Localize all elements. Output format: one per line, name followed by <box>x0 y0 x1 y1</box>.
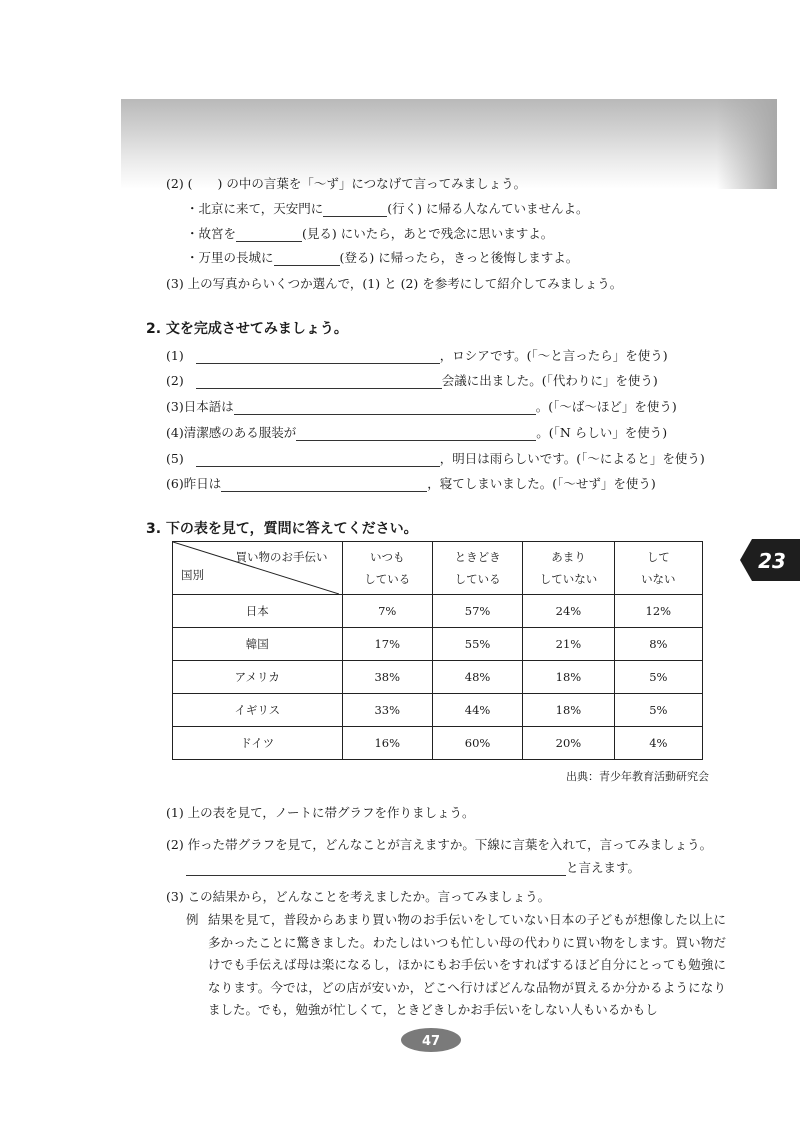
answer-blank[interactable] <box>186 861 566 876</box>
example-text: 結果を見て，普段からあまり買い物のお手伝いをしていない日本の子どもが想像した以上に多かったことに驚きました。わたしはいつも忙しい母の代わりに買い物をします。買い物だけでも手伝えば母は楽になるし，ほかにもお手伝いをすればするほど自分にとっても勉強になります。今では，どの店が安いか，どこへ行けばどんな品物が買えるか分かるようになりました。でも，勉強が忙しくて，ときどきしかお手伝いをしない人もいるかもし <box>208 912 726 1017</box>
item-number: (6) <box>166 476 184 491</box>
value-cell: 48% <box>432 661 522 694</box>
item-lead: 清潔感のある服装が <box>183 425 297 440</box>
value-cell: 44% <box>432 694 522 727</box>
chapter-number: 23 <box>758 549 786 573</box>
column-header: あまり していない <box>523 542 614 595</box>
answer-blank[interactable] <box>234 400 536 415</box>
section3-q2: (2) 作った帯グラフを見て，どんなことが言えますか。下線に言葉を入れて，言ってみましょう。 <box>166 837 713 852</box>
value-cell: 18% <box>523 694 614 727</box>
bullet-1 <box>186 199 589 217</box>
value-cell: 5% <box>614 661 702 694</box>
item-text: ，寝てしまいました。(「〜せず」を使う) <box>427 476 656 491</box>
value-cell: 5% <box>614 694 702 727</box>
section-2-heading: 2. 文を完成させてみましょう。 <box>146 321 348 337</box>
q3-intro: (3) 上の写真からいくつか選んで，(1) と (2) を参考にして紹介してみましょう。 <box>166 276 623 291</box>
value-cell: 38% <box>342 661 432 694</box>
value-cell: 21% <box>523 628 614 661</box>
item-number: (4) <box>166 425 184 440</box>
item-number: (2) <box>166 373 184 388</box>
bullet-2 <box>186 224 553 242</box>
item-lead: 日本語は <box>183 399 234 414</box>
q2-intro: (2) ( ) の中の言葉を「〜ず」につなげて言ってみましょう。 <box>166 176 527 191</box>
column-header: して いない <box>614 542 702 595</box>
item-number: (5) <box>166 451 184 466</box>
country-cell: 韓国 <box>173 628 343 661</box>
answer-blank[interactable] <box>196 374 442 389</box>
corner-top-label: 買い物のお手伝い <box>235 550 328 564</box>
answer-blank[interactable] <box>236 227 302 242</box>
item-number: (1) <box>166 348 184 363</box>
column-header: いつも している <box>342 542 432 595</box>
exercise-item-5 <box>166 449 705 467</box>
exercise-item-1 <box>166 346 668 364</box>
example-answer <box>186 909 726 1022</box>
value-cell: 17% <box>342 628 432 661</box>
item-text: ，明日は雨らしいです。(「〜によると」を使う) <box>439 451 705 466</box>
exercise-item-3 <box>166 397 677 415</box>
table-corner-header <box>173 542 343 595</box>
value-cell: 16% <box>342 727 432 760</box>
bullet-1-post: (行く) に帰る人なんていませんよ。 <box>387 201 589 216</box>
answer-blank[interactable] <box>323 202 387 217</box>
answer-blank[interactable] <box>296 426 536 441</box>
q2-answer-line <box>186 858 640 876</box>
answer-blank[interactable] <box>274 251 340 266</box>
answer-blank[interactable] <box>196 452 440 467</box>
shopping-help-table <box>172 541 703 760</box>
table-row <box>173 661 703 694</box>
page-number: 47 <box>421 1034 441 1049</box>
table-row <box>173 628 703 661</box>
table-row <box>173 694 703 727</box>
value-cell: 12% <box>614 595 702 628</box>
value-cell: 60% <box>432 727 522 760</box>
table-row <box>173 595 703 628</box>
section-3-heading: 3. 下の表を見て，質問に答えてください。 <box>146 521 418 537</box>
bullet-2-post: (見る) にいたら，あとで残念に思いますよ。 <box>302 226 554 241</box>
value-cell: 20% <box>523 727 614 760</box>
value-cell: 55% <box>432 628 522 661</box>
bullet-3-pre: ・万里の長城に <box>186 250 274 265</box>
value-cell: 18% <box>523 661 614 694</box>
item-number: (3) <box>166 399 184 414</box>
item-text: 会議に出ました。(「代わりに」を使う) <box>441 373 658 388</box>
item-text: 。(「〜ば〜ほど」を使う) <box>535 399 677 414</box>
page-number-badge <box>400 1027 462 1053</box>
country-cell: ドイツ <box>173 727 343 760</box>
value-cell: 33% <box>342 694 432 727</box>
exercise-item-2 <box>166 371 658 389</box>
country-cell: アメリカ <box>173 661 343 694</box>
item-lead: 昨日は <box>183 476 222 491</box>
corner-bottom-label: 国別 <box>181 568 204 582</box>
answer-blank[interactable] <box>196 349 440 364</box>
bullet-3-post: (登る) に帰ったら，きっと後悔しますよ。 <box>339 250 579 265</box>
value-cell: 57% <box>432 595 522 628</box>
value-cell: 7% <box>342 595 432 628</box>
bullet-3 <box>186 248 578 266</box>
answer-blank[interactable] <box>221 477 427 492</box>
value-cell: 24% <box>523 595 614 628</box>
table-source: 出典：青少年教育活動研究会 <box>566 770 709 783</box>
value-cell: 8% <box>614 628 702 661</box>
exercise-item-4 <box>166 423 667 441</box>
country-cell: 日本 <box>173 595 343 628</box>
value-cell: 4% <box>614 727 702 760</box>
column-header: ときどき している <box>432 542 522 595</box>
section3-q3: (3) この結果から，どんなことを考えましたか。言ってみましょう。 <box>166 889 551 904</box>
exercise-item-6 <box>166 474 656 492</box>
country-cell: イギリス <box>173 694 343 727</box>
bullet-1-pre: ・北京に来て，天安門に <box>186 201 324 216</box>
item-text: 。(「N らしい」を使う) <box>536 425 668 440</box>
table-row <box>173 727 703 760</box>
chapter-badge <box>738 537 800 583</box>
q2-end-text: と言えます。 <box>566 860 641 875</box>
section3-q1: (1) 上の表を見て，ノートに帯グラフを作りましょう。 <box>166 805 475 820</box>
item-text: ，ロシアです。(「〜と言ったら」を使う) <box>439 348 668 363</box>
bullet-2-pre: ・故宮を <box>186 226 237 241</box>
example-label: 例 <box>186 912 199 927</box>
